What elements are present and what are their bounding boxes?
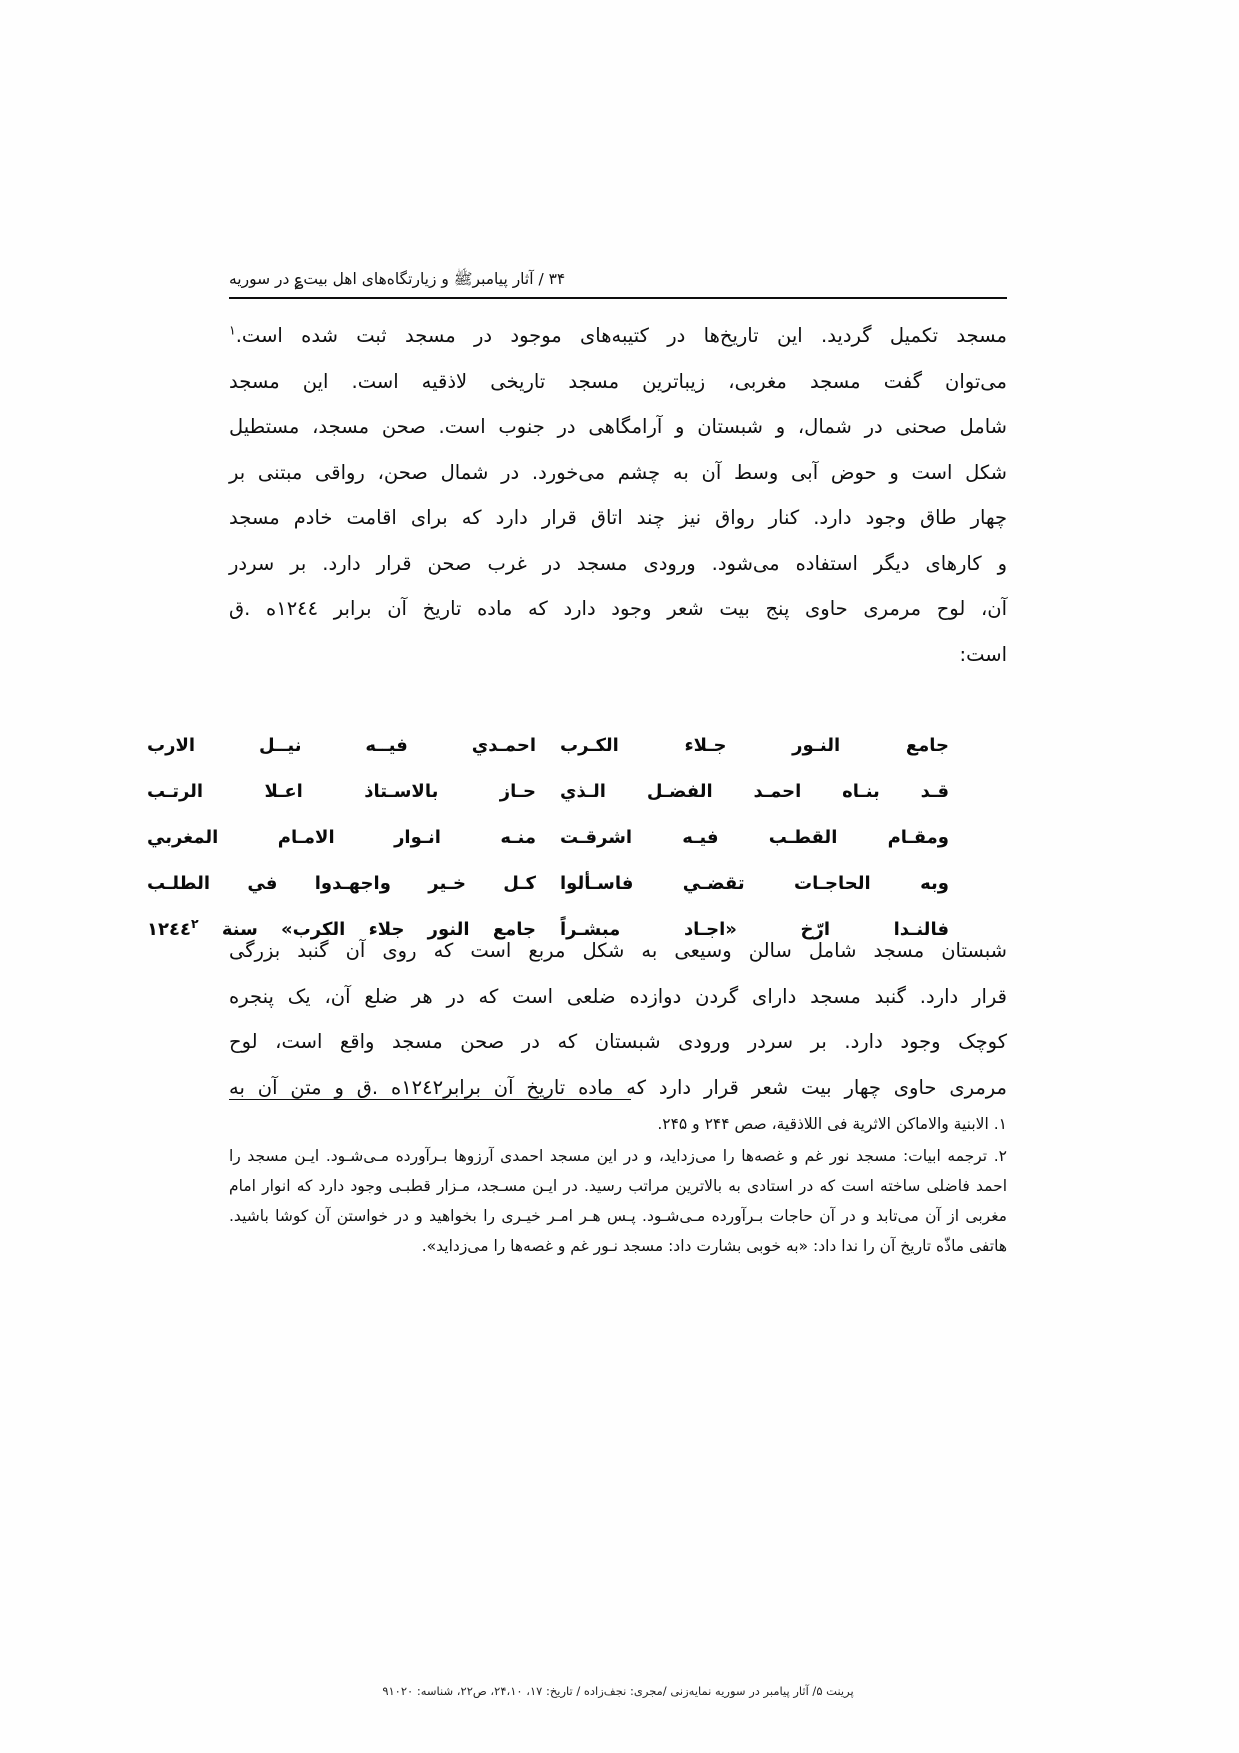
verse-row (147, 860, 1007, 906)
body-line (229, 313, 1007, 359)
verse-text: احمـدي فيــه نيــل الارب (147, 734, 536, 756)
running-head-text: ۳۴ / آثار پیامبرﷺ و زیارتگاه‌های اهل بیت؏ در سوریه (229, 270, 566, 288)
verse-text: فالنـدا ارّخ «اجـاد مبشـراً (560, 918, 949, 940)
verse-hemistich-right (542, 873, 1007, 894)
verse-text: جامع النـور جـلاء الكـرب (560, 734, 949, 756)
footnote-marker: ۲. (993, 1147, 1007, 1165)
body-line: و کارهای دیگر استفاده می‌شود. ورودی مسجد در غرب صحن قرار دارد. بر سردر (229, 551, 1007, 575)
verse-block (147, 722, 1007, 952)
verse-text: منـه انـوار الامـام المغربي (147, 826, 536, 848)
verse-hemistich-left (89, 873, 542, 894)
verse-hemistich-right (542, 735, 1007, 756)
production-footer: پرینت ۵/ آثار پیامبر در سوریه نمایه‌زنی /مجری: نجف‌زاده / تاریخ: ۱۷، ۲۴،۱۰، ص۲۲، شناسه: ۹۱۰۲۰ (382, 1684, 854, 1698)
verse-text-inner: جامع النور جلاء الكرب» سنة ١٢٤٤ (147, 918, 536, 940)
verse-row (147, 722, 1007, 768)
verse-hemistich-left (89, 735, 542, 756)
footnote-text: ترجمه ابیات: مسجد نور غم و غصه‌ها را می‌زداید، و در این مسجد احمدی آرزوها بـرآورده مـی‌شـود. ایـن مسجد را احمد فاضلی ساخته است که در استادی به بالاترین مراتب رسید. در ایـن مسـجد، مـزار قطبـی وجود دارد که انوار امام مغربی از آن می‌تابد و در آن حاجات بـرآورده مـی‌شـود. پـس هـر امـر خیـری را بخواهید و در خواستن آن کوشا باشید. هاتفی ماذّه تاریخ آن را ندا داد: «به خوبی بشارت داد: مسجد نـور غم و غصه‌ها را می‌زداید». (229, 1147, 1007, 1255)
body-paragraph-bottom (229, 928, 1007, 1110)
body-line: آن، لوح مرمری حاوی پنج بیت شعر وجود دارد که ماده تاریخ آن برابر ۱۲٤٤ه .ق (229, 597, 1007, 620)
body-line: قرار دارد. گنبد مسجد دارای گردن دوازده ضلعی است که در هر ضلع آن، یک پنجره (229, 984, 1007, 1008)
body-line: می‌توان گفت مسجد مغربی، زیباترین مسجد تاریخی لاذقیه است. این مسجد (229, 369, 1007, 393)
footnote-separator (229, 1099, 631, 1100)
page-header (229, 270, 1007, 289)
footnote-list (229, 1109, 1007, 1263)
footnote-text: الابنیة والاماكن الاثریة فی اللاذقیة، صص ۲۴۴ و ۲۴۵. (657, 1115, 989, 1133)
verse-hemistich-right (542, 827, 1007, 848)
header-rule (229, 297, 1007, 299)
verse-row (147, 768, 1007, 814)
footnote-item (229, 1109, 1007, 1139)
body-line: شبستان مسجد شامل سالن وسیعی به شکل مربع است که روی آن گنبد بزرگی (229, 939, 1007, 962)
footnote-marker: ۱. (993, 1115, 1007, 1133)
body-line: چهار طاق وجود دارد. کنار رواق نیز چند اتاق قرار دارد که برای اقامت خادم مسجد (229, 506, 1007, 529)
verse-hemistich-left (89, 781, 542, 802)
body-line: شکل است و حوض آبی وسط آن به چشم می‌خورد. در شمال صحن، رواقی مبتنی بر (229, 460, 1007, 484)
verse-row (147, 814, 1007, 860)
verse-text: ومقـام القطـب فيـه اشرقـت (560, 826, 949, 848)
verse-text: قـد بنـاه احمـد الفضـل الـذي (560, 780, 949, 802)
body-line: مرمری حاوی چهار بیت شعر قرار دارد که ماده تاریخ آن برابر۱۲٤۲ه .ق و متن آن به (229, 1075, 1008, 1099)
footnote-ref-2[interactable]: ۲ (190, 915, 199, 931)
body-line-text: مسجد تکمیل گردید. این تاریخ‌ها در کتیبه‌های موجود در مسجد ثبت شده است. (235, 324, 1007, 347)
verse-text: كـل خـير واجهـدوا في الطلـب (147, 872, 536, 894)
footnote-item (229, 1141, 1007, 1261)
paragraph-block-2 (229, 928, 1007, 1110)
verse-text: حـاز بالاسـتاذ اعـلا الرتـب (147, 780, 536, 802)
footnote-ref-1[interactable]: ۱ (229, 322, 236, 338)
verse-hemistich-right (542, 781, 1007, 802)
verse-hemistich-left (89, 827, 542, 848)
body-paragraph-top (229, 313, 1007, 677)
body-line: کوچک وجود دارد. بر سردر ورودی شبستان که در صحن مسجد واقع است، لوح (229, 1030, 1007, 1053)
body-line: شامل صحنی در شمال، و شبستان و آرامگاهی در جنوب است. صحن مسجد، مستطیل (229, 415, 1007, 438)
verse-text: وبه الحاجـات تقضـي فاسـألوا (560, 872, 949, 894)
paragraph-block-1 (229, 313, 1007, 677)
body-line: است: (959, 642, 1007, 666)
